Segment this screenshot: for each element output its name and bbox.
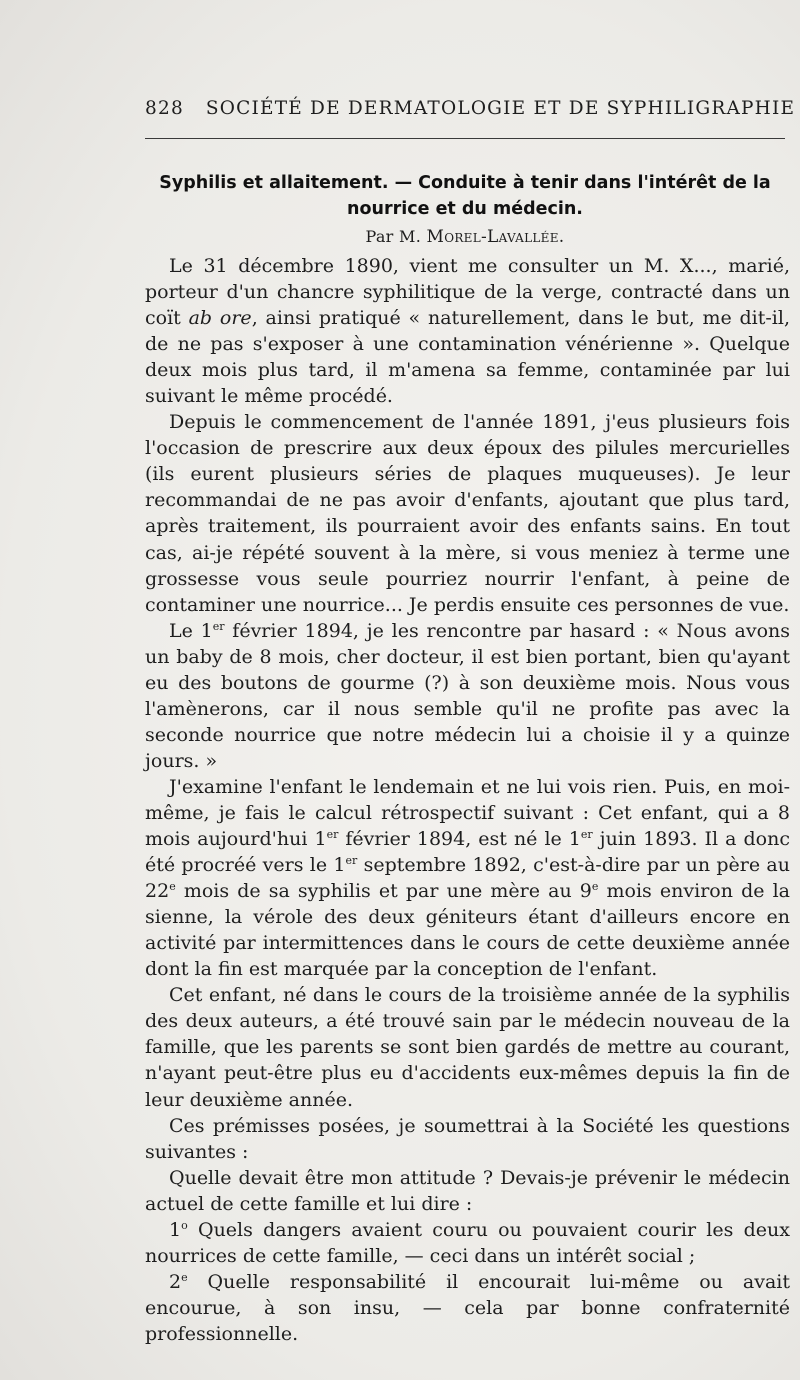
paragraph-4-sup-4: e xyxy=(169,880,176,894)
paragraph-3-text-b: février 1894, je les rencontre par hasard : « Nous avons un baby de 8 mois, cher docteur, il est bien portant, bien qu'ayant eu des boutons de gourme (?) à son deuxième mois. Nous vous l'amènerons, car il nous semble qu'il ne profite pas avec la seconde nourrice que notre médecin lui a choisie il y a quinze jours. » xyxy=(145,619,790,772)
article-title xyxy=(145,170,785,222)
page-number: 828 xyxy=(145,98,184,119)
paragraph-4-text-b: février 1894, est né le 1 xyxy=(338,828,581,851)
paragraph-9-sup: e xyxy=(181,1270,188,1284)
paragraph-4-sup-1: er xyxy=(326,828,339,842)
paragraph-5: Cet enfant, né dans le cours de la troisième année de la syphilis des deux auteurs, a été trouvé sain par le médecin nouveau de la famille, que les parents se sont bien gardés de mettre au courant, n'ayant peut-être plus eu d'accidents eux-mêmes depuis la fin de leur deuxième année. xyxy=(145,984,790,1111)
paragraph-4-text-d: septembre 1892, c'est-à-dire par un père au 22 xyxy=(145,854,790,903)
paragraph-3-text-a: Le 1 xyxy=(169,619,213,642)
paragraph-4 xyxy=(145,774,790,982)
byline xyxy=(145,227,785,247)
paragraph-1-italic: ab ore xyxy=(188,307,252,330)
article-title-line-2: nourrice et du médecin. xyxy=(347,199,583,219)
byline-prefix: Par M. xyxy=(365,227,422,246)
paragraph-4-sup-2: er xyxy=(580,828,593,842)
paragraph-6: Ces prémisses posées, je soumettrai à la Société les questions suivantes : xyxy=(145,1114,790,1163)
paragraph-4-text-e: mois de sa syphilis et par une mère au 9 xyxy=(175,880,592,903)
paragraph-7: Quelle devait être mon attitude ? Devais-je prévenir le médecin actuel de cette famille et lui dire : xyxy=(145,1166,790,1215)
header-rule xyxy=(145,138,785,139)
paragraph-2: Depuis le commencement de l'année 1891, j'eus plusieurs fois l'occasion de prescrire aux deux époux des pilules mercurielles (ils eurent plusieurs séries de plaques muqueuses). Je leur recommandai de ne pas avoir d'enfants, ajoutant que plus tard, après traitement, ils pourraient avoir des enfants sains. En tout cas, ai-je répété souvent à la mère, si vous meniez à terme une grossesse vous seule pourriez nourrir l'enfant, à peine de contaminer une nourrice... Je perdis ensuite ces personnes de vue. xyxy=(145,411,790,616)
paragraph-4-text-c: juin 1893. Il a donc été procréé vers le 1 xyxy=(145,828,790,877)
paragraph-4-text-f: mois environ de la sienne, la vérole des deux géniteurs étant d'ailleurs encore en activité par intermittences dans le cours de cette deuxième année dont la fin est marquée par la conception de l'enfant. xyxy=(145,880,791,981)
paragraph-8 xyxy=(145,1217,790,1269)
article-title-line-1: Syphilis et allaitement. — Conduite à tenir dans l'intérêt de la xyxy=(159,173,771,193)
paragraph-1-text-a: Le 31 décembre 1890, vient me consulter un M. X..., marié, porteur d'un chancre syphilitique de la verge, contracté dans un coït xyxy=(145,255,790,330)
paragraph-8-sup: o xyxy=(181,1218,188,1232)
paragraph-4-sup-5: e xyxy=(591,880,599,894)
paragraph-3-sup: er xyxy=(212,619,225,633)
paragraph-3 xyxy=(145,618,790,774)
running-title: SOCIÉTÉ DE DERMATOLOGIE ET DE SYPHILIGRAPHIE xyxy=(205,98,796,119)
paragraph-1 xyxy=(145,253,790,409)
author-name: Morel-Lavallée. xyxy=(426,227,565,247)
paragraph-1-text-b: , ainsi pratiqué « naturellement, dans le but, me dit-il, de ne pas s'exposer à une contamination vénérienne ». Quelque deux mois plus tard, il m'amena sa femme, contaminée par lui suivant le même procédé. xyxy=(145,307,790,408)
paragraph-8-text-b: Quels dangers avaient couru ou pouvaient courir les deux nourrices de cette famille, — ceci dans un intérêt social ; xyxy=(145,1218,790,1267)
running-header xyxy=(145,98,796,119)
paragraph-4-text-a: J'examine l'enfant le lendemain et ne lui vois rien. Puis, en moi-même, je fais le calcul rétrospectif suivant : Cet enfant, qui a 8 mois aujourd'hui 1 xyxy=(145,775,790,851)
paragraph-8-text-a: 1 xyxy=(169,1218,182,1241)
paragraph-9-text-b: Quelle responsabilité il encourait lui-même ou avait encourue, à son insu, — cela par bonne confraternité professionnelle. xyxy=(145,1270,790,1345)
paragraph-4-sup-3: er xyxy=(345,854,358,868)
article-body xyxy=(145,253,790,1347)
paragraph-9 xyxy=(145,1269,790,1347)
paragraph-9-text-a: 2 xyxy=(169,1270,182,1293)
